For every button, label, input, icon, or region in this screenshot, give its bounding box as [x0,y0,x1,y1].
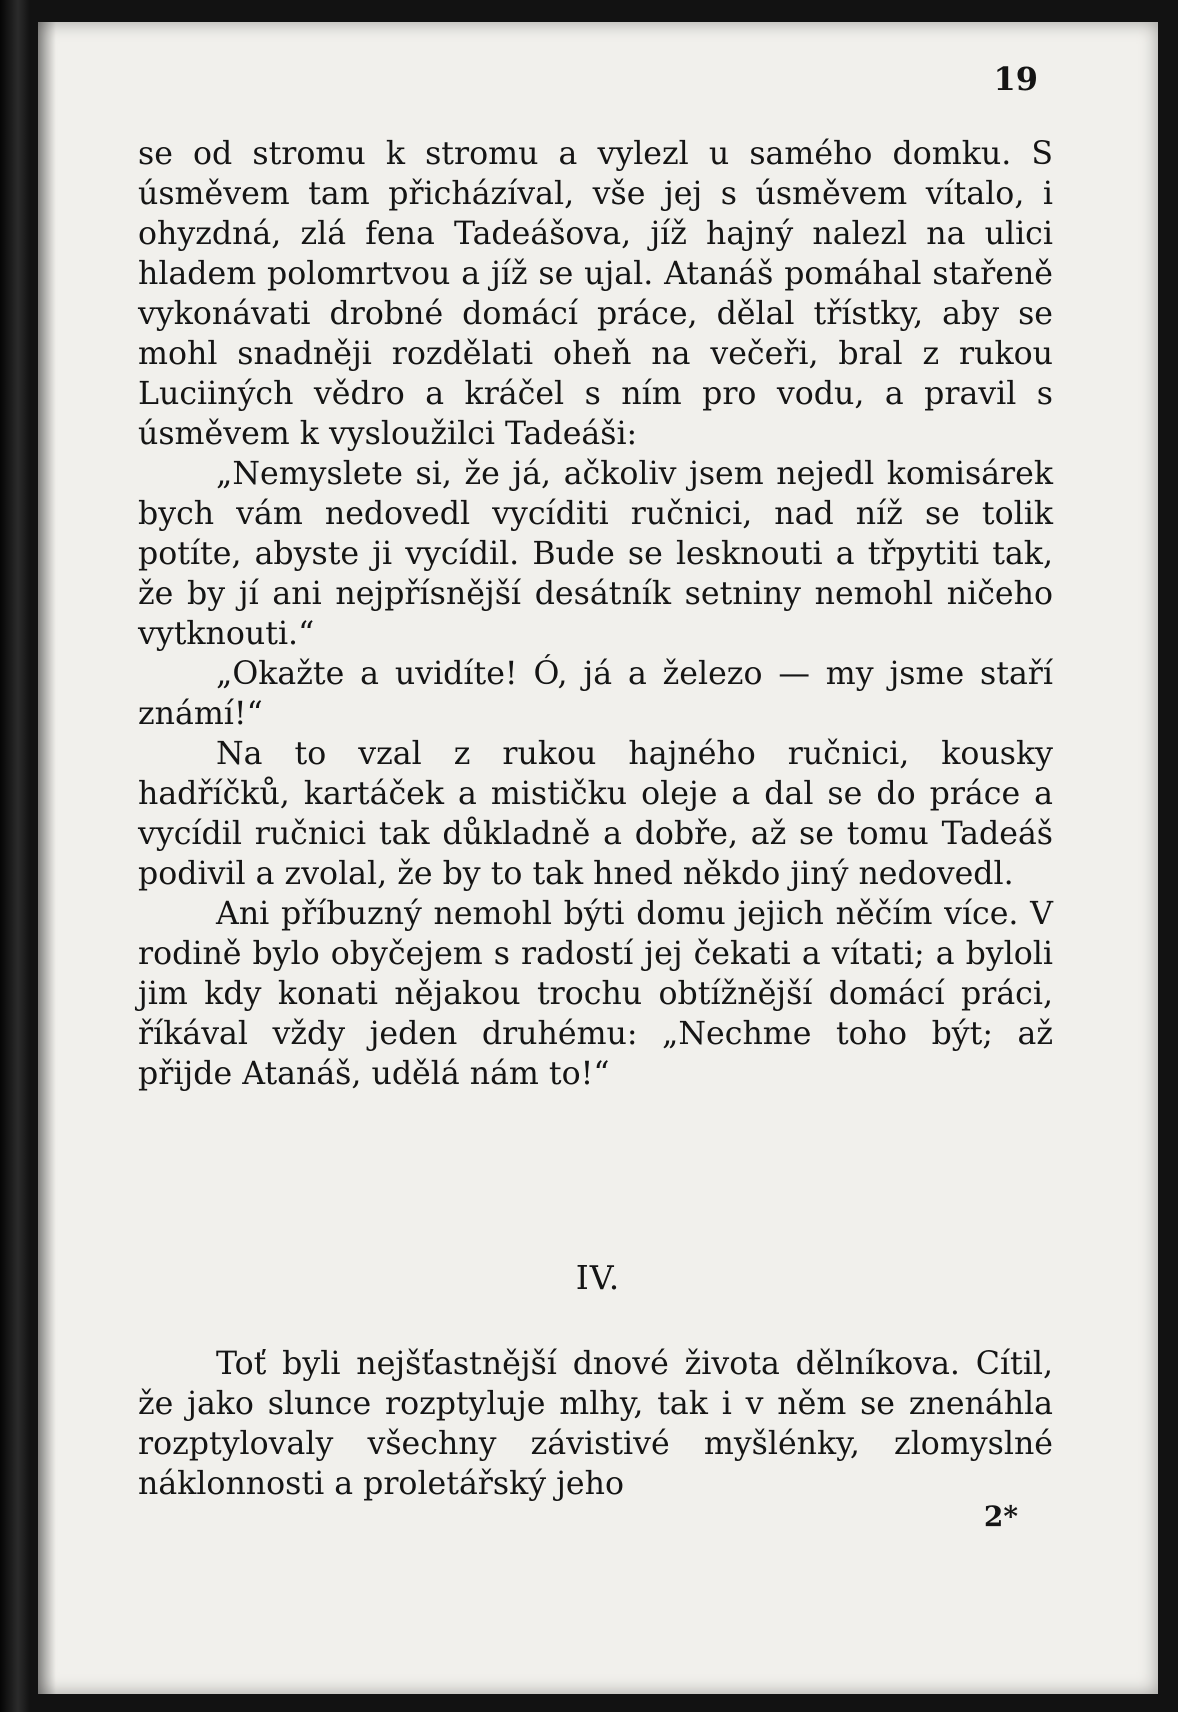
page-number: 19 [993,60,1038,98]
paragraph: „Nemyslete si, že já, ačkoliv jsem nejedl komisárek bych vám nedovedl vycíditi ručnici, nad níž se tolik potíte, abyste ji vycídil. Bude se lesknouti a třpytiti tak, že by jí ani nejpřísnější desátník setniny nemohl ničeho vytknouti.“ [138,456,1053,652]
paragraph: Toť byli nejšťastnější dnové života dělníkova. Cítil, že jako slunce rozptyluje mlhy, tak i v něm se znenáhla rozptylovaly všechny závistivé myšlénky, zlomyslné náklonnosti a proletářský jeho [138,1346,1053,1502]
text-block-before-chapter [138,134,1053,1094]
book-spine [0,0,30,1712]
paragraph: Ani příbuzný nemohl býti domu jejich něčím více. V rodině bylo obyčejem s radostí jej čekati a vítati; a byloli jim kdy konati nějakou trochu obtížnější domácí práci, říkával vždy jeden druhému: „Nechme toho být; až přijde Atanáš, udělá nám to!“ [138,896,1053,1092]
book-page [38,22,1158,1694]
paragraph: se od stromu k stromu a vylezl u samého domku. S úsměvem tam přicházíval, vše jej s úsměvem vítalo, i ohyzdná, zlá fena Tadeášova, jíž hajný nalezl na ulici hladem polomrtvou a jíž se ujal. Atanáš pomáhal stařeně vykonávati drobné domácí práce, dělal třístky, aby se mohl snadněji rozdělati oheň na večeři, bral z rukou Luciiných vědro a kráčel s ním pro vodu, a pravil s úsměvem k vysloužilci Tadeáši: [138,136,1053,452]
page-gutter-shadow [38,22,56,1694]
text-block-after-chapter [138,1344,1053,1504]
signature-mark: 2* [983,1500,1018,1533]
paragraph: „Okažte a uvidíte! Ó, já a železo — my jsme staří známí!“ [138,656,1053,732]
paragraph: Na to vzal z rukou hajného ručnici, kousky hadříčků, kartáček a mističku oleje a dal se do práce a vycídil ručnici tak důkladně a dobře, až se tomu Tadeáš podivil a zvolal, že by to tak hned někdo jiný nedovedl. [138,736,1053,892]
chapter-heading: IV. [575,1258,621,1297]
